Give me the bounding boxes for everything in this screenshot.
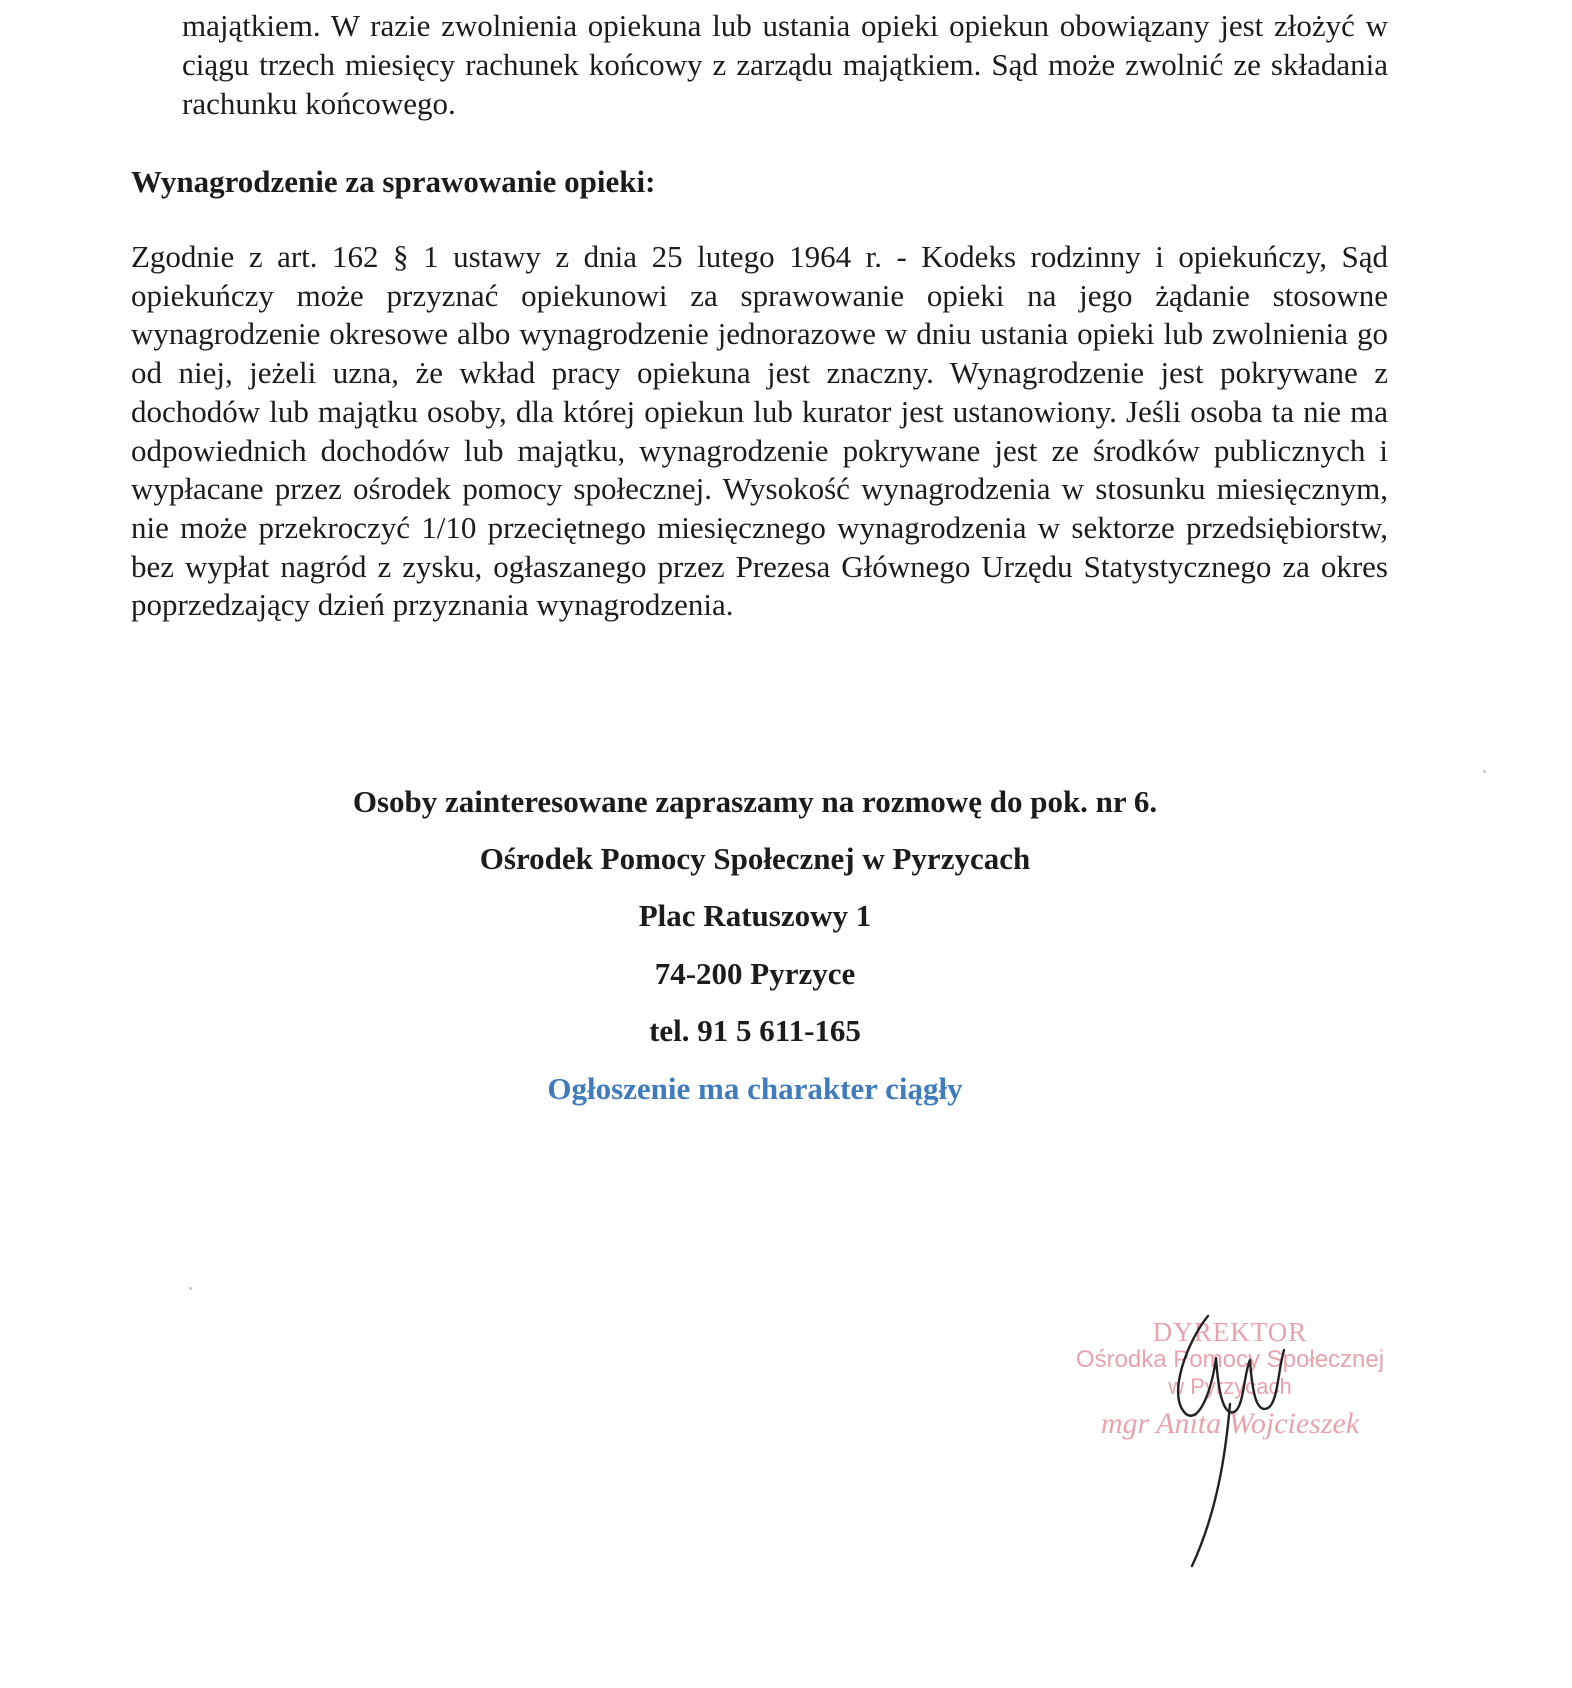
stamp-organization: Ośrodka Pomocy Społecznej bbox=[1075, 1346, 1385, 1373]
handwritten-signature bbox=[1160, 1310, 1300, 1570]
scan-speck bbox=[1483, 770, 1486, 773]
invitation-text: Osoby zainteresowane zapraszamy na rozmowę do pok. nr 6. bbox=[352, 784, 1158, 819]
stamp-name: mgr Anita Wojcieszek bbox=[1100, 1407, 1360, 1440]
scan-speck bbox=[189, 1287, 192, 1290]
main-paragraph: Zgodnie z art. 162 § 1 ustawy z dnia 25 lutego 1964 r. - Kodeks rodzinny i opiekuńczy, Sąd opiekuńczy może przyznać opiekunowi za sprawowanie opieki na jego żądanie stosowne wynagrodzenie okresowe albo wynagrodzenie jednorazowe w dniu ustania opieki lub zwolnienia go od niej, jeżeli uzna, że wkład pracy opiekuna jest znaczny. Wynagrodzenie jest pokrywane z dochodów lub majątku osoby, dla której opiekun lub kurator jest ustanowiony. Jeśli osoba ta nie ma odpowiednich dochodów lub majątku, wynagrodzenie pokrywane jest ze środków publicznych i wypłacane przez ośrodek pomocy społecznej. Wysokość wynagrodzenia w stosunku miesięcznym, nie może przekroczyć 1/10 przeciętnego miesięcznego wynagrodzenia w sektorze przedsiębiorstw, bez wypłat nagród z zysku, ogłaszanego przez Prezesa Głównego Urzędu Statystycznego za okres poprzedzający dzień przyznania wynagrodzenia. bbox=[131, 239, 1388, 623]
organization-name: Ośrodek Pomocy Społecznej w Pyrzycach bbox=[479, 841, 1031, 876]
notice-text: Ogłoszenie ma charakter ciągły bbox=[547, 1071, 963, 1106]
stamp-city: w Pyrzycach bbox=[1168, 1374, 1292, 1399]
phone-number: tel. 91 5 611-165 bbox=[649, 1013, 861, 1048]
section-heading: Wynagrodzenie za sprawowanie opieki: bbox=[131, 164, 656, 199]
intro-paragraph: majątkiem. W razie zwolnienia opiekuna lub ustania opieki opiekun obowiązany jest złożyć w ciągu trzech miesięcy rachunek końcowy z zarządu majątkiem. Sąd może zwolnić ze składania rachunku końcowego. bbox=[182, 8, 1388, 121]
address-city: 74-200 Pyrzyce bbox=[654, 956, 856, 991]
stamp-title: DYREKTOR bbox=[1152, 1317, 1308, 1347]
address-street: Plac Ratuszowy 1 bbox=[638, 898, 872, 933]
